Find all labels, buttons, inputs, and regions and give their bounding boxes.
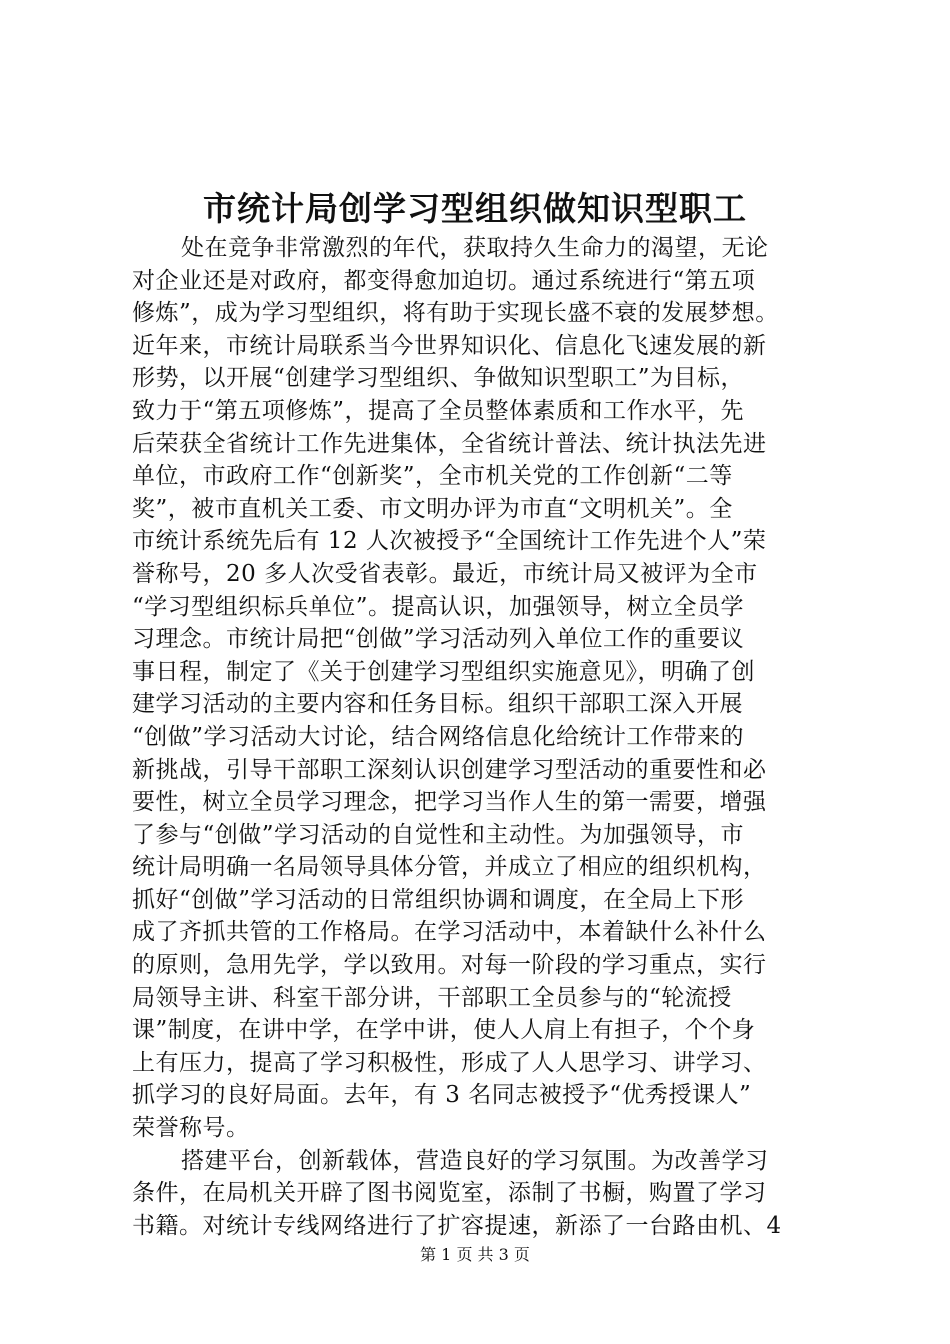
text-line: 了参与“创做”学习活动的自觉性和主动性。为加强领导，市 xyxy=(132,821,745,848)
text-line: 近年来，市统计局联系当今世界知识化、信息化飞速发展的新 xyxy=(132,332,767,359)
paragraph-2 xyxy=(132,1145,846,1243)
text-line: 要性，树立全员学习理念，把学习当作人生的第一需要，增强 xyxy=(132,789,767,816)
text-line: 统计局明确一名局领导具体分管，并成立了相应的组织机构， xyxy=(132,854,767,881)
text-line: 的原则，急用先学，学以致用。对每一阶段的学习重点，实行 xyxy=(132,952,767,979)
text-line: 形势，以开展“创建学习型组织、争做知识型职工”为目标， xyxy=(132,365,745,392)
text-line: “创做”学习活动大讨论，结合网络信息化给统计工作带来的 xyxy=(132,723,745,750)
text-line: 单位，市政府工作“创新奖”，全市机关党的工作创新“二等 xyxy=(132,463,733,490)
text-line: 后荣获全省统计工作先进集体，全省统计普法、统计执法先进 xyxy=(132,430,767,457)
text-line: 荣誉称号。 xyxy=(132,1115,250,1142)
text-line: 致力于“第五项修炼”，提高了全员整体素质和工作水平，先 xyxy=(132,397,745,424)
paragraph-1 xyxy=(132,232,846,1145)
text-line: 处在竞争非常激烈的年代，获取持久生命力的渴望，无论 xyxy=(181,235,769,261)
text-line: 事日程，制定了《关于创建学习型组织实施意见》，明确了创 xyxy=(132,658,755,685)
text-line: 成了齐抓共管的工作格局。在学习活动中，本着缺什么补什么 xyxy=(132,919,767,946)
text-line: 对企业还是对政府，都变得愈加迫切。通过系统进行“第五项 xyxy=(132,267,756,294)
text-line: 抓好“创做”学习活动的日常组织协调和调度，在全局上下形 xyxy=(132,886,745,913)
text-line: 市统计系统先后有 12 人次被授予“全国统计工作先进个人”荣 xyxy=(132,528,767,555)
page-indicator: 第 1 页 共 3 页 xyxy=(420,1245,530,1264)
text-line: 奖”，被市直机关工委、市文明办评为市直“文明机关”。全 xyxy=(132,495,733,522)
text-line: 新挑战，引导干部职工深刻认识创建学习型活动的重要性和必 xyxy=(132,756,767,783)
document-body xyxy=(132,232,846,1242)
text-line: 搭建平台，创新载体，营造良好的学习氛围。为改善学习 xyxy=(181,1147,769,1174)
text-line: 课”制度，在讲中学，在学中讲，使人人肩上有担子，个个身 xyxy=(132,1017,756,1044)
text-line: 上有压力，提高了学习积极性，形成了人人思学习、讲学习、 xyxy=(132,1049,767,1076)
text-line: 抓学习的良好局面。去年，有 3 名同志被授予“优秀授课人” xyxy=(132,1082,752,1109)
text-line: 建学习活动的主要内容和任务目标。组织干部职工深入开展 xyxy=(132,691,743,718)
text-line: 条件，在局机关开辟了图书阅览室，添制了书橱，购置了学习 xyxy=(132,1180,767,1207)
text-line: 修炼”，成为学习型组织，将有助于实现长盛不衰的发展梦想。 xyxy=(132,300,779,327)
text-line: 誉称号，20 多人次受省表彰。最近，市统计局又被评为全市 xyxy=(132,560,758,587)
text-line: 书籍。对统计专线网络进行了扩容提速，新添了一台路由机、4 xyxy=(132,1212,782,1239)
text-line: “学习型组织标兵单位”。提高认识，加强领导，树立全员学 xyxy=(132,593,745,620)
text-line: 习理念。市统计局把“创做”学习活动列入单位工作的重要议 xyxy=(132,626,745,653)
document-title: 市统计局创学习型组织做知识型职工 xyxy=(203,189,747,228)
text-line: 局领导主讲、科室干部分讲，干部职工全员参与的“轮流授 xyxy=(132,984,732,1011)
